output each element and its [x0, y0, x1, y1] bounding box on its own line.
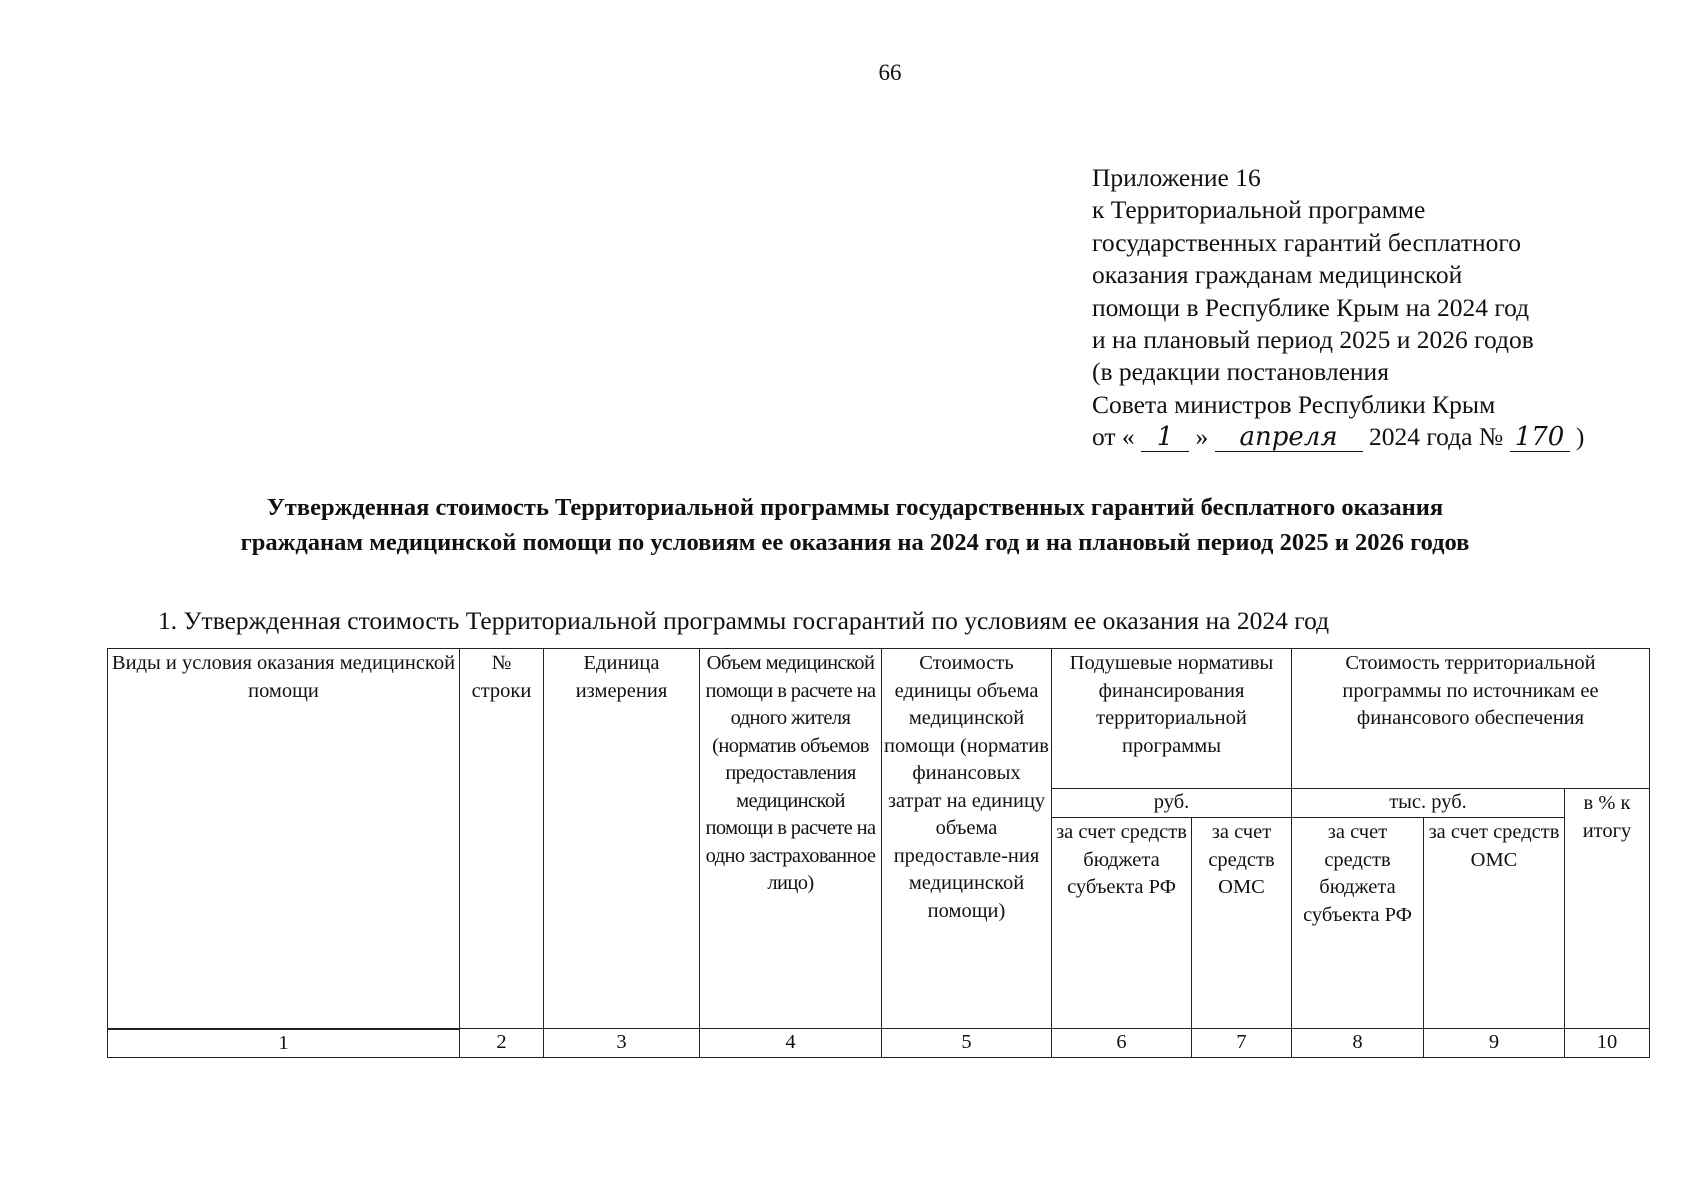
header-percent-total: в % к итогу	[1565, 789, 1650, 1029]
sign-prefix: от «	[1092, 422, 1135, 452]
header-budget-thous: за счет средств бюджета субъекта РФ	[1292, 818, 1424, 1029]
column-number-row	[108, 1029, 1650, 1058]
header-types: Виды и условия оказания медицинской помощи	[108, 649, 460, 1029]
header-unit-cost: Стоимость единицы объема медицинской помощи (норматив финансовых затрат на единицу объема предоставле-ния медицинской помощи)	[882, 649, 1052, 1029]
section-heading: 1. Утвержденная стоимость Территориальной программы госгарантий по условиям ее оказания на 2024 год	[158, 606, 1330, 635]
header-oms-thous: за счет средств ОМС	[1424, 818, 1565, 1029]
appendix-line: государственных гарантий бесплатного	[1092, 227, 1521, 257]
header-per-capita: Подушевые нормативы финансирования территориальной программы	[1052, 649, 1292, 789]
appendix-line: Приложение 16	[1092, 163, 1261, 192]
column-number: 1	[108, 1029, 460, 1058]
column-number: 9	[1424, 1029, 1565, 1058]
header-program-cost: Стоимость территориальной программы по источникам ее финансового обеспечения	[1292, 649, 1650, 789]
header-thous-rub: тыс. руб.	[1292, 789, 1565, 818]
appendix-line: оказания гражданам медицинской	[1092, 260, 1463, 290]
header-oms-rub: за счет средств ОМС	[1192, 818, 1292, 1029]
document-title	[110, 490, 1600, 560]
page-number: 66	[878, 60, 902, 85]
column-number: 6	[1052, 1029, 1192, 1058]
header-unit: Единица измерения	[544, 649, 700, 1029]
header-budget-rub: за счет средств бюджета субъекта РФ	[1052, 818, 1192, 1029]
column-number: 7	[1192, 1029, 1292, 1058]
handwritten-day: 1	[1141, 423, 1189, 452]
header-row-number: № строки	[460, 649, 544, 1029]
header-rub: руб.	[1052, 789, 1292, 818]
appendix-line: (в редакции постановления	[1092, 357, 1389, 387]
signature-line	[1092, 421, 1584, 453]
appendix-line: и на плановый период 2025 и 2026 годов	[1092, 325, 1534, 355]
title-line-1: Утвержденная стоимость Территориальной программы государственных гарантий бесплатного оказания	[266, 494, 1444, 521]
column-number: 10	[1565, 1029, 1650, 1058]
appendix-line: помощи в Республике Крым на 2024 год	[1092, 292, 1530, 322]
handwritten-number: 170	[1510, 423, 1570, 452]
handwritten-month: апреля	[1215, 423, 1363, 452]
sign-mid: »	[1195, 422, 1209, 452]
appendix-line: Совета министров Республики Крым	[1092, 389, 1496, 419]
cost-table	[107, 648, 1650, 1058]
header-volume: Объем медицинской помощи в расчете на одного жителя (норматив объемов предоставления медицинской помощи в расчете на одно застрахованное лицо)	[700, 649, 882, 1029]
column-number: 8	[1292, 1029, 1424, 1058]
column-number: 5	[882, 1029, 1052, 1058]
sign-year: 2024 года №	[1368, 422, 1504, 452]
title-line-2: гражданам медицинской помощи по условиям ее оказания на 2024 год и на плановый период 2025 и 2026 годов	[240, 529, 1470, 556]
appendix-block	[1092, 162, 1584, 454]
column-number: 2	[460, 1029, 544, 1058]
column-number: 4	[700, 1029, 882, 1058]
appendix-line: к Территориальной программе	[1092, 195, 1426, 225]
sign-suffix: )	[1575, 422, 1585, 452]
column-number: 3	[544, 1029, 700, 1058]
